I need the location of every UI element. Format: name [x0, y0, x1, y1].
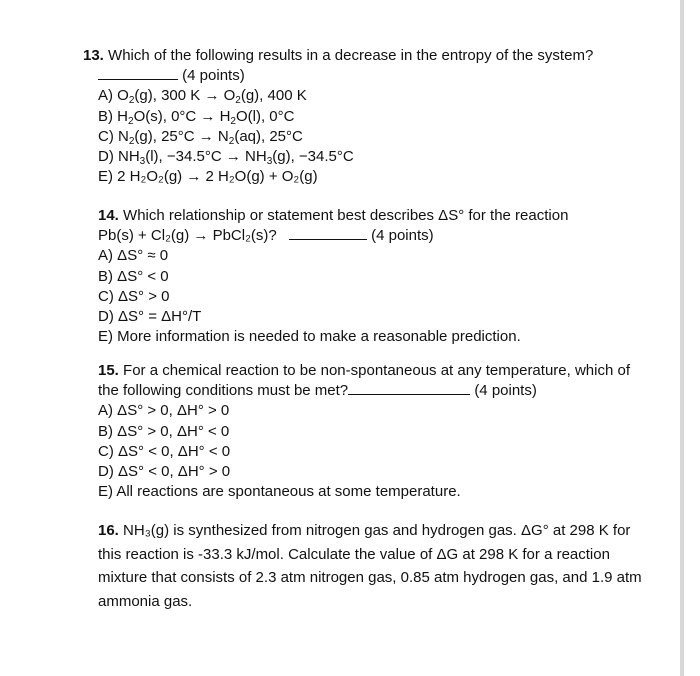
- question-14: [98, 206, 658, 347]
- reaction-equation: Pb(s) + Cl₂(g) → PbCl₂(s)?: [98, 227, 277, 245]
- choice-text: ΔS° < 0: [117, 267, 169, 285]
- choice-text: More information is needed to make a reasonable prediction.: [117, 328, 521, 346]
- choice-d[interactable]: [98, 307, 658, 327]
- choice-a[interactable]: [98, 401, 658, 421]
- question-prompt: Which relationship or statement best describes ΔS° for the reaction: [123, 207, 569, 224]
- question-number: 13.: [83, 47, 104, 64]
- question-text: this reaction is -33.3 kJ/mol. Calculate the value of ΔG at 298 K for a reaction: [98, 545, 610, 563]
- choice-a[interactable]: [98, 86, 658, 106]
- question-13: [83, 46, 658, 187]
- choice-text: 2 H₂O₂(g) → 2 H₂O(g) + O₂(g): [117, 168, 318, 186]
- choice-text: ΔS° < 0, ΔH° < 0: [118, 442, 231, 460]
- question-15: [98, 361, 658, 502]
- question-16-line-3: [98, 566, 668, 590]
- choice-letter: D): [98, 462, 114, 480]
- choice-text: ΔS° ≈ 0: [117, 247, 169, 265]
- choice-text: ΔS° > 0: [118, 287, 170, 305]
- choice-letter: D): [98, 147, 114, 165]
- question-16: [98, 519, 668, 613]
- choice-text: O: [117, 87, 129, 105]
- choice-text: (g), 25°C → N: [134, 127, 229, 145]
- choice-d[interactable]: [98, 462, 658, 482]
- page-edge-divider: [680, 0, 684, 676]
- answer-blank[interactable]: [348, 382, 470, 395]
- choice-letter: A): [98, 247, 113, 265]
- choice-letter: E): [98, 328, 113, 346]
- subscript: 2: [228, 135, 235, 147]
- choice-e[interactable]: [98, 482, 658, 502]
- question-number: 15.: [98, 362, 119, 379]
- question-prompt: For a chemical reaction to be non-spontaneous at any temperature, which of: [123, 362, 630, 379]
- reaction-line: [98, 226, 658, 246]
- choice-e[interactable]: [98, 327, 658, 347]
- question-number: 14.: [98, 207, 119, 224]
- choice-text: ΔS° > 0, ΔH° < 0: [117, 422, 230, 440]
- question-text: ammonia gas.: [98, 592, 193, 610]
- subscript: 2: [128, 135, 135, 147]
- subscript: 2: [128, 95, 135, 107]
- subscript: 3: [266, 155, 273, 167]
- choice-text: (g), −34.5°C: [272, 147, 354, 165]
- question-number: 16.: [98, 522, 119, 539]
- choice-text: H: [117, 107, 129, 125]
- choice-text: ΔS° > 0, ΔH° > 0: [117, 402, 230, 420]
- choice-text: NH: [118, 147, 140, 165]
- choice-a[interactable]: [98, 246, 658, 266]
- subscript: 2: [128, 115, 134, 127]
- choice-b[interactable]: [98, 267, 658, 287]
- choice-c[interactable]: [98, 127, 658, 147]
- question-prompt: the following conditions must be met?: [98, 382, 349, 400]
- question-15-prompt-line-2: [98, 381, 658, 401]
- choice-letter: E): [98, 168, 113, 186]
- choice-text: All reactions are spontaneous at some temperature.: [116, 483, 461, 501]
- choice-b[interactable]: [98, 107, 658, 127]
- choice-text: ΔS° = ΔH°/T: [118, 307, 202, 325]
- answer-line: [98, 66, 658, 86]
- question-16-line-4: [98, 590, 668, 614]
- choice-letter: C): [98, 287, 114, 305]
- points-label: (4 points): [474, 382, 537, 400]
- choice-letter: D): [98, 307, 114, 325]
- question-15-prompt-line: [98, 361, 658, 381]
- subscript: 2: [235, 95, 241, 107]
- choice-letter: B): [98, 107, 113, 125]
- choice-letter: B): [98, 267, 113, 285]
- question-prompt: Which of the following results in a decrease in the entropy of the system?: [108, 47, 594, 64]
- points-label: (4 points): [371, 227, 434, 245]
- choice-letter: A): [98, 87, 113, 105]
- choice-d[interactable]: [98, 147, 658, 167]
- choice-text: O(l), 0°C: [235, 107, 295, 125]
- question-16-line-2: [98, 543, 668, 567]
- choice-text: O(s), 0°C → H: [133, 107, 231, 125]
- question-text: mixture that consists of 2.3 atm nitrogen gas, 0.85 atm hydrogen gas, and 1.9 atm: [98, 569, 642, 586]
- choice-text: (g), 400 K: [240, 87, 307, 105]
- choice-text: (g), 300 K → O: [134, 87, 236, 105]
- question-13-prompt-line: [83, 46, 658, 66]
- choice-letter: B): [98, 422, 113, 440]
- choice-letter: C): [98, 127, 114, 145]
- choice-text: (aq), 25°C: [234, 127, 303, 145]
- answer-blank[interactable]: [98, 67, 178, 80]
- choice-letter: C): [98, 442, 114, 460]
- answer-blank[interactable]: [289, 227, 367, 240]
- choice-c[interactable]: [98, 287, 658, 307]
- choice-text: (l), −34.5°C → NH: [145, 147, 267, 165]
- choice-b[interactable]: [98, 422, 658, 442]
- choice-text: N: [118, 127, 129, 145]
- subscript: 2: [230, 115, 236, 127]
- choice-letter: E): [98, 483, 113, 501]
- choice-letter: A): [98, 402, 113, 420]
- choice-e[interactable]: [98, 167, 658, 187]
- question-14-prompt-line: [98, 206, 658, 226]
- choice-text: ΔS° < 0, ΔH° > 0: [118, 462, 231, 480]
- choice-c[interactable]: [98, 442, 658, 462]
- question-text: NH₃(g) is synthesized from nitrogen gas and hydrogen gas. ΔG° at 298 K for: [123, 522, 631, 539]
- subscript: 3: [139, 155, 146, 167]
- points-label: (4 points): [182, 67, 245, 85]
- question-16-line-1: [98, 519, 668, 543]
